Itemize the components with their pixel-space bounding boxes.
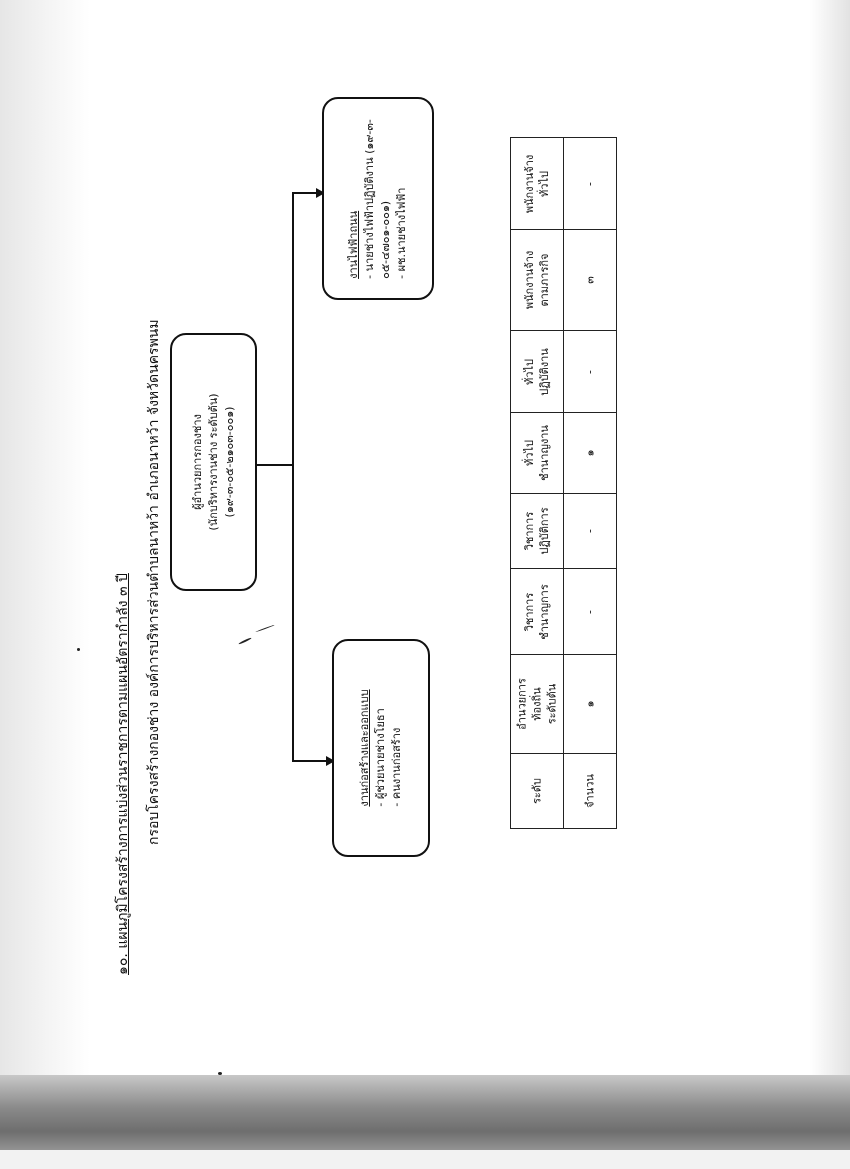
table-value-cell: - [564, 569, 617, 655]
table-value-cell: ๑ [564, 413, 617, 494]
table-header-cell: ทั่วไป ปฏิบัติงาน [511, 331, 564, 413]
table-row [511, 494, 617, 569]
table-row [511, 569, 617, 655]
director-position-code: (๑๙-๓-๐๕-๒๑๐๓-๐๐๑) [222, 406, 236, 518]
table-value-cell: - [564, 138, 617, 230]
table-row [511, 754, 617, 829]
section-heading: ๑๐. แผนภูมิโครงสร้างการแบ่งส่วนราชการตามแผนอัตรากำลัง ๓ ปี [115, 573, 131, 975]
scan-shadow-right [810, 0, 850, 1169]
scan-edge-bottom [0, 1150, 850, 1169]
director-level: (นักบริหารงานช่าง ระดับต้น) [206, 393, 220, 531]
scan-speck [238, 637, 252, 645]
table-header-cell: อำนวยการ ท้องถิ่น ระดับต้น [511, 655, 564, 754]
electric-road-item: - นายช่างไฟฟ้าปฏิบัติงาน (๑๙-๓- [363, 118, 376, 279]
table-row [511, 138, 617, 230]
table-row [511, 331, 617, 413]
scan-shadow-left [0, 0, 90, 1169]
table-header-cell: วิชาการ ชำนาญการ [511, 569, 564, 655]
table-value-cell: - [564, 494, 617, 569]
connector-line [255, 464, 293, 466]
construction-design-box [332, 639, 430, 857]
table-row [511, 413, 617, 494]
director-title: ผู้อำนวยการกองช่าง [190, 414, 204, 510]
electric-road-item: - ผช.นายช่างไฟฟ้า [395, 187, 408, 279]
electric-road-item: ๐๕-๔๗๐๑-๐๐๑) [379, 200, 392, 279]
table-value-cell: จำนวน [564, 754, 617, 829]
electric-road-title: งานไฟฟ้าถนน [347, 210, 360, 279]
table-header-cell: พนักงานจ้าง ตามภารกิจ [511, 230, 564, 331]
scan-speck [77, 648, 80, 651]
table-value-cell: ๑ [564, 655, 617, 754]
director-box [170, 333, 257, 591]
table-row [511, 655, 617, 754]
construction-design-item: - ผู้ช่วยนายช่างโยธา [374, 708, 387, 807]
scan-speck [218, 1072, 222, 1075]
scan-speck [255, 625, 274, 633]
chart-title: กรอบโครงสร้างกองช่าง องค์การบริหารส่วนตำบลนาหว้า อำเภอนาหว้า จังหวัดนครพนม [146, 319, 162, 845]
connector-line [292, 760, 330, 762]
connector-line [292, 192, 294, 762]
table-header-cell: ทั่วไป ชำนาญงาน [511, 413, 564, 494]
table-header-cell: พนักงานจ้าง ทั่วไป [511, 138, 564, 230]
construction-design-title: งานก่อสร้างและออกแบบ [358, 689, 371, 807]
electric-road-box [322, 97, 434, 300]
table-row [511, 230, 617, 331]
table-value-cell: ๓ [564, 230, 617, 331]
construction-design-item: - คนงานก่อสร้าง [390, 727, 403, 807]
table-header-cell: ระดับ [511, 754, 564, 829]
table-value-cell: - [564, 331, 617, 413]
staff-count-table [510, 137, 617, 829]
table-header-cell: วิชาการ ปฏิบัติการ [511, 494, 564, 569]
